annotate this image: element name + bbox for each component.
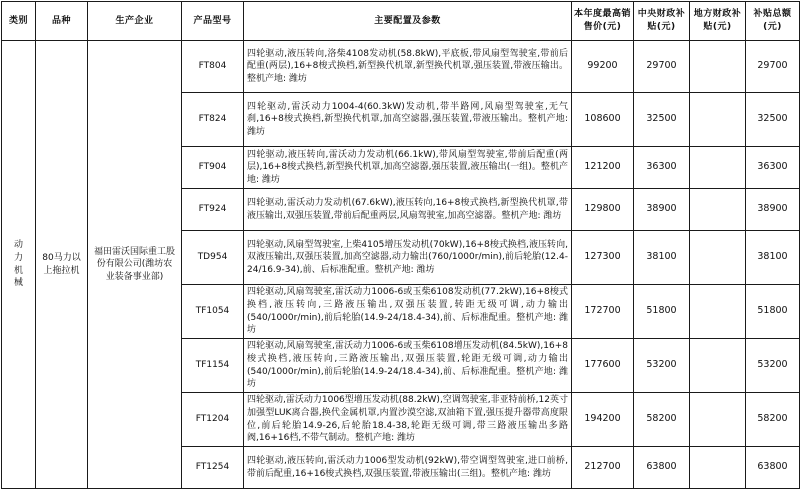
central-subsidy-cell: 29700: [634, 41, 690, 93]
table-row: [2, 41, 800, 93]
local-subsidy-cell: [690, 231, 746, 285]
central-subsidy-cell: 53200: [634, 339, 690, 393]
total-subsidy-cell: 58200: [746, 393, 800, 447]
header-central-subsidy: 中央财政补贴(元): [634, 2, 690, 41]
variety-cell: 80马力以上拖拉机: [36, 41, 88, 489]
model-cell: TF1154: [182, 339, 244, 393]
local-subsidy-cell: [690, 41, 746, 93]
header-model: 产品型号: [182, 2, 244, 41]
local-subsidy-cell: [690, 189, 746, 231]
config-cell: 四轮驱动,液压转向,洛柴4108发动机(58.8kW),平底板,带风扇型驾驶室,带前后配重(两层),16+8梭式换档,新型换代机罩,新型换代机罩,强压装置,带液压输出。整机产地: 潍坊: [244, 41, 572, 93]
total-subsidy-cell: 51800: [746, 285, 800, 339]
config-cell: 四轮驱动,风扇驾驶室,雷沃动力1006-6或玉柴6108增压发动机(84.5kW),16+8梭式换档,液压转向,三路液压输出,双强压装置,轮距无级可调,动力输出(540/1000r/min),前后轮胎(14.9-24/18.4-34),前、后标准配重。整机产地: 潍坊: [244, 339, 572, 393]
config-cell: 四轮驱动,风扇驾驶室,雷沃动力1006-6或玉柴6108发动机(77.2kW),16+8梭式换档,液压转向,三路液压输出,双强压装置,转距无级可调,动力输出(540/1000r/min),前后轮胎(14.9-24/18.4-34),前、后标准配重。整机产地: 潍坊: [244, 285, 572, 339]
central-subsidy-cell: 38100: [634, 231, 690, 285]
config-cell: 四轮驱动,雷沃动力发动机(67.6kW),液压转向,16+8梭式换档,新型换代机罩,带液压输出,双强压装置,带前后配重两层,风扇驾驶室,加高空滤器。整机产地: 潍坊: [244, 189, 572, 231]
local-subsidy-cell: [690, 147, 746, 189]
local-subsidy-cell: [690, 393, 746, 447]
company-cell: 福田雷沃国际重工股份有限公司(潍坊农业装备事业部): [88, 41, 182, 489]
model-cell: FT804: [182, 41, 244, 93]
config-cell: 四轮驱动,液压转向,雷沃动力发动机(66.1kW),带风扇型驾驶室,带前后配重(两层),16+8梭式换档,新型换代机罩,加高空滤器,强压装置,液压输出(一组)。整机产地: 潍坊: [244, 147, 572, 189]
model-cell: FT1254: [182, 447, 244, 489]
header-variety: 品种: [36, 2, 88, 41]
total-subsidy-cell: 29700: [746, 41, 800, 93]
local-subsidy-cell: [690, 285, 746, 339]
model-cell: FT924: [182, 189, 244, 231]
total-subsidy-cell: 36300: [746, 147, 800, 189]
central-subsidy-cell: 36300: [634, 147, 690, 189]
header-max-price: 本年度最高销售价(元): [572, 2, 634, 41]
config-cell: 四轮驱动,液压转向,雷沃动力1006型发动机(92kW),带空调型驾驶室,进口前桥,带前后配重,16+16梭式换档,双强压装置,带液压输出(三组)。整机产地: 潍坊: [244, 447, 572, 489]
subsidy-table: [1, 1, 800, 489]
max-price-cell: 194200: [572, 393, 634, 447]
config-cell: 四轮驱动,风扇型驾驶室,上柴4105增压发动机(70kW),16+8梭式换档,液压转向,双液压输出,双强压装置,加高空滤器,动力输出(760/1000r/min),前后轮胎(12.4-24/16.9-34),前、后标准配重。整机产地: 潍坊: [244, 231, 572, 285]
max-price-cell: 129800: [572, 189, 634, 231]
local-subsidy-cell: [690, 447, 746, 489]
max-price-cell: 127300: [572, 231, 634, 285]
local-subsidy-cell: [690, 339, 746, 393]
model-cell: TF1054: [182, 285, 244, 339]
max-price-cell: 177600: [572, 339, 634, 393]
total-subsidy-cell: 38900: [746, 189, 800, 231]
header-config: 主要配置及参数: [244, 2, 572, 41]
header-category: 类别: [2, 2, 36, 41]
max-price-cell: 108600: [572, 93, 634, 147]
central-subsidy-cell: 63800: [634, 447, 690, 489]
header-row: [2, 2, 800, 41]
central-subsidy-cell: 38900: [634, 189, 690, 231]
category-cell: 动力机械: [2, 41, 36, 489]
max-price-cell: 212700: [572, 447, 634, 489]
header-company: 生产企业: [88, 2, 182, 41]
total-subsidy-cell: 32500: [746, 93, 800, 147]
max-price-cell: 121200: [572, 147, 634, 189]
local-subsidy-cell: [690, 93, 746, 147]
model-cell: FT824: [182, 93, 244, 147]
central-subsidy-cell: 51800: [634, 285, 690, 339]
model-cell: FT904: [182, 147, 244, 189]
config-cell: 四轮驱动,雷沃动力1004-4(60.3kW)发动机,带半路网,风扇型驾驶室,无气刹,16+8梭式换档,新型换代机罩,加高空滤器,强压装置,带液压输出。整机产地: 潍坊: [244, 93, 572, 147]
header-local-subsidy: 地方财政补贴(元): [690, 2, 746, 41]
total-subsidy-cell: 63800: [746, 447, 800, 489]
config-cell: 四轮驱动,雷沃动力1006型增压发动机(88.2kW),空调驾驶室,非亚特前桥,12英寸加强型LUK离合器,换代金属机罩,内置沙漠空滤,双油箱下置,强压提升器带高度限位,前后轮胎14.9-26,后轮胎18.4-38,轮距无级可调,带三路液压输出多路阀,16+16档,不带气制动。整机产地: 潍坊: [244, 393, 572, 447]
header-total-subsidy: 补贴总额(元): [746, 2, 800, 41]
model-cell: FT1204: [182, 393, 244, 447]
central-subsidy-cell: 32500: [634, 93, 690, 147]
total-subsidy-cell: 53200: [746, 339, 800, 393]
central-subsidy-cell: 58200: [634, 393, 690, 447]
model-cell: TD954: [182, 231, 244, 285]
max-price-cell: 99200: [572, 41, 634, 93]
total-subsidy-cell: 38100: [746, 231, 800, 285]
max-price-cell: 172700: [572, 285, 634, 339]
